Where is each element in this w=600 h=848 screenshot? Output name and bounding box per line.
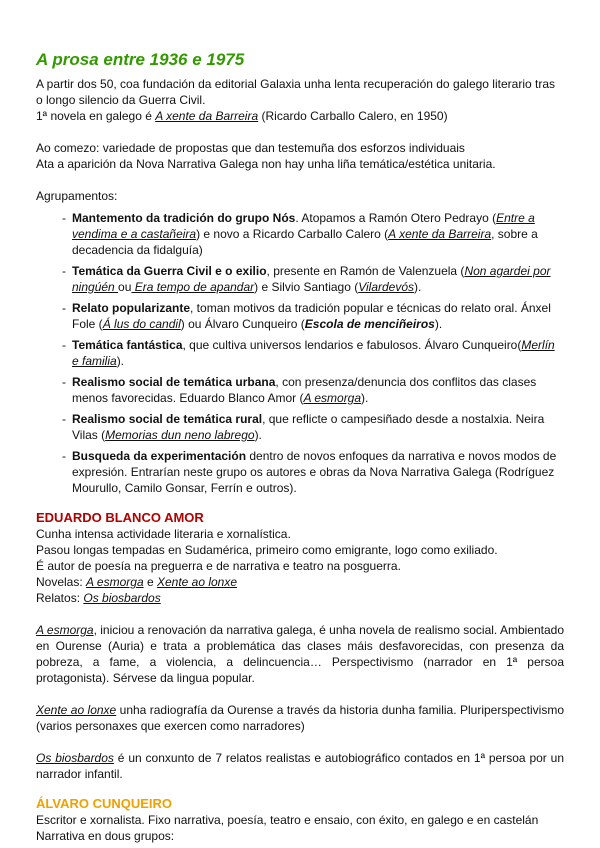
list-item — [62, 411, 564, 443]
list-item — [62, 263, 564, 295]
group-name: Temática da Guerra Civil e o exilio — [72, 264, 267, 278]
section-heading-cunqueiro: ÁLVARO CUNQUEIRO — [36, 796, 173, 811]
blanco-amor-relatos — [36, 590, 564, 606]
text: (Ricardo Carballo Calero, en 1950) — [258, 109, 448, 123]
text: dentro de novos enfoques da narrativa e novos modos de expresión. Entrarían neste grupo os autores e obras da Nova Narrativa Galega (Rodríguez Mourullo, Camilo Gonsar, Ferrín e outros). — [72, 449, 557, 495]
dash-bullet: - — [62, 375, 66, 389]
xente-paragraph — [36, 702, 564, 734]
blanco-amor-line: Pasou longas tempadas en Sudamérica, primeiro como emigrante, logo como exiliado. — [36, 543, 498, 557]
list-item — [62, 337, 564, 369]
text: ou — [118, 280, 132, 294]
dash-bullet: - — [62, 338, 66, 352]
work-title: A xente da Barreira — [388, 227, 492, 241]
group-name: Mantemento da tradición do grupo Nós — [72, 211, 296, 225]
text: Relatos: — [36, 591, 84, 605]
work-title: Á lus do candil — [102, 317, 181, 331]
intro-ata: Ata a aparición da Nova Narrativa Galega non hay unha liña temática/estética unitaria. — [36, 157, 496, 171]
group-name: Relato popularizante — [72, 301, 191, 315]
work-title: Merlín e familia — [72, 338, 555, 368]
text: , presente en Ramón de Valenzuela ( — [266, 264, 465, 278]
blanco-amor-novelas — [36, 574, 564, 590]
group-name: Temática fantástica — [72, 338, 183, 352]
work-title: A esmorga — [36, 623, 94, 637]
work-title: Era tempo de apandar — [131, 280, 255, 294]
dash-bullet: - — [62, 211, 66, 225]
text: , que cultiva universos lendarios e fabulosos. Álvaro Cunqueiro( — [182, 338, 522, 352]
group-name: Realismo social de temática rural — [72, 412, 263, 426]
text: ). — [116, 354, 125, 368]
intro-first-novel — [36, 108, 564, 124]
blanco-amor-line: Cunha intensa actividade literaria e xornalística. — [36, 527, 291, 541]
list-item — [62, 374, 564, 406]
work-title: Escola de menciñeiros — [304, 317, 435, 331]
work-title: A xente da Barreira — [155, 109, 259, 123]
text: ). — [361, 391, 369, 405]
work-title: Memorias dun neno labrego — [105, 428, 255, 442]
text: ) e Silvio Santiago ( — [254, 280, 359, 294]
text: ) ou Álvaro Cunqueiro ( — [180, 317, 305, 331]
work-title: Xente ao lonxe — [36, 703, 117, 717]
text: , que reflicte o campesiñado desde a nostalxia. Neira Vilas ( — [72, 412, 545, 442]
list-item — [62, 210, 564, 258]
dash-bullet: - — [62, 301, 66, 315]
dash-bullet: - — [62, 449, 66, 463]
list-item — [62, 448, 564, 496]
text: unha radiografía da Ourense a través da historia dunha familia. Pluriperspectivismo (varios personaxes que exercen como narradores) — [36, 703, 565, 733]
group-name: Realismo social de temática urbana — [72, 375, 276, 389]
list-item — [62, 300, 564, 332]
text: ). — [414, 280, 422, 294]
cunqueiro-line: Narrativa en dous grupos: — [36, 829, 175, 843]
text: ). — [434, 317, 443, 331]
work-title: Os biosbardos — [83, 591, 161, 605]
text: , con presenza/denuncia dos conflitos das clases menos favorecidas. Eduardo Blanco Amor ( — [72, 375, 537, 405]
work-title: Xente ao lonxe — [156, 575, 238, 589]
text: ). — [254, 428, 262, 442]
text: 1ª novela en galego é — [36, 109, 156, 123]
esmorga-paragraph — [36, 622, 564, 686]
groups-list — [36, 210, 564, 496]
work-title: Vilardevós — [358, 280, 415, 294]
blanco-amor-line: É autor de poesía na preguerra e de narrativa e teatro na posguerra. — [36, 559, 401, 573]
text: , iniciou a renovación da narrativa galega, é unha novela de realismo social. Ambientado en Ourense (Auria) e trata a problemática das clases máis desfavorecidas, con presenza da pobreza, a fame, a violencia, a delincuencia… Perspectivismo (narrador en 1ª persoa protagonista). Sérvese da lingua popular. — [36, 623, 564, 685]
work-title: Entre a vendima e a castañeira — [72, 211, 535, 241]
text: , toman motivos da tradición popular e técnicas do relato oral. Ánxel Fole ( — [72, 301, 551, 331]
text: . Atopamos a Ramón Otero Pedrayo ( — [295, 211, 497, 225]
work-title: A esmorga — [86, 575, 144, 589]
page-title: A prosa entre 1936 e 1975 — [36, 50, 245, 69]
text: ) e novo a Ricardo Carballo Calero ( — [196, 227, 389, 241]
work-title: A esmorga — [303, 391, 362, 405]
group-name: Busqueda da experimentación — [72, 449, 247, 463]
section-heading-blanco-amor: EDUARDO BLANCO AMOR — [36, 510, 204, 525]
intro-comezo: Ao comezo: variedade de propostas que dan testemuña dos esforzos individuais — [36, 141, 465, 155]
dash-bullet: - — [62, 264, 66, 278]
work-title: Non agardei por ningúén — [72, 264, 551, 294]
intro-paragraph: A partir dos 50, coa fundación da editorial Galaxia unha lenta recuperación do galego literario tras o longo silencio da Guerra Civil. — [36, 77, 555, 107]
text: e — [143, 575, 157, 589]
text: é un conxunto de 7 relatos realistas e autobiográfico contados en 1ª persoa por un narrador infantil. — [36, 751, 565, 781]
cunqueiro-line: Escritor e xornalista. Fixo narrativa, poesía, teatro e ensaio, con éxito, en galego e en castelán — [36, 813, 539, 827]
work-title: Os biosbardos — [36, 751, 114, 765]
text: Novelas: — [36, 575, 87, 589]
biosbardos-paragraph — [36, 750, 564, 782]
text: , sobre a decadencia da fidalguía) — [72, 227, 538, 257]
agrupamentos-label: Agrupamentos: — [36, 189, 118, 203]
dash-bullet: - — [62, 412, 66, 426]
